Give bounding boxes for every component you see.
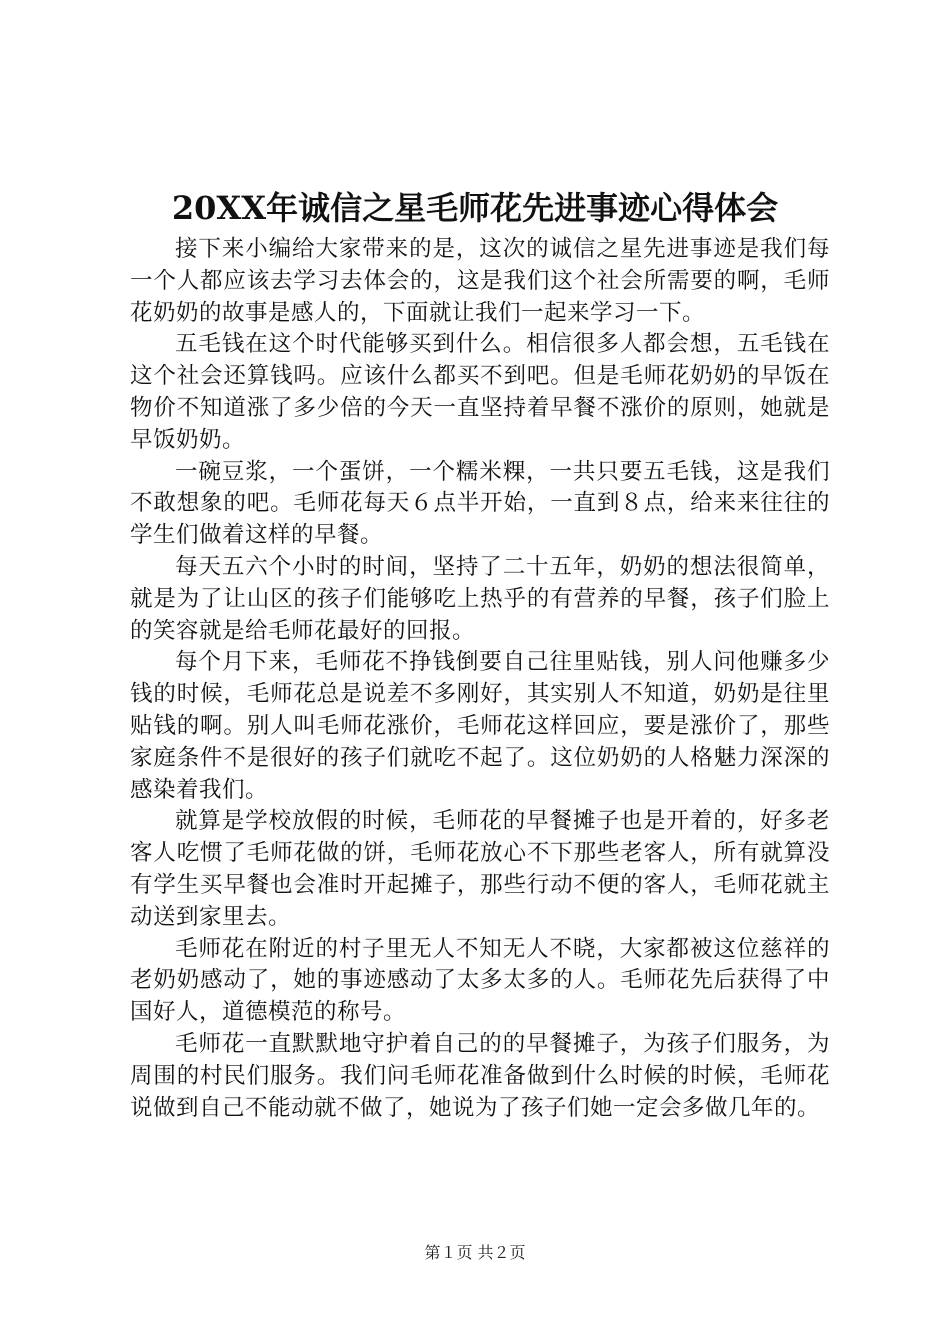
paragraph: 五毛钱在这个时代能够买到什么。相信很多人都会想，五毛钱在这个社会还算钱吗。应该什么都买不到吧。但是毛师花奶奶的早饭在物价不知道涨了多少倍的今天一直坚持着早餐不涨价的原则，她就是早饭奶奶。: [130, 331, 830, 453]
paragraph: 接下来小编给大家带来的是，这次的诚信之星先进事迹是我们每一个人都应该去学习去体会的，这是我们这个社会所需要的啊，毛师花奶奶的故事是感人的，下面就让我们一起来学习一下。: [130, 236, 830, 326]
page-footer: 第１页 共２页: [424, 1243, 526, 1262]
document-body: [130, 234, 830, 1124]
paragraph: 毛师花在附近的村子里无人不知无人不晓，大家都被这位慈祥的老奶奶感动了，她的事迹感动了太多太多的人。毛师花先后获得了中国好人，道德模范的称号。: [130, 935, 830, 1026]
document-title: 20XX年诚信之星毛师花先进事迹心得体会: [171, 189, 779, 227]
paragraph: 一碗豆浆，一个蛋饼，一个糯米粿，一共只要五毛钱，这是我们不敢想象的吧。毛师花每天６点半开始，一直到８点，给来来往往的学生们做着这样的早餐。: [130, 458, 830, 549]
paragraph: 每个月下来，毛师花不挣钱倒要自己往里贴钱，别人问他赚多少钱的时候，毛师花总是说差不多刚好，其实别人不知道，奶奶是往里贴钱的啊。别人叫毛师花涨价，毛师花这样回应，要是涨价了，那些家庭条件不是很好的孩子们就吃不起了。这位奶奶的人格魅力深深的感染着我们。: [130, 649, 830, 803]
paragraph: 就算是学校放假的时候，毛师花的早餐摊子也是开着的，好多老客人吃惯了毛师花做的饼，毛师花放心不下那些老客人，所有就算没有学生买早餐也会准时开起摊子，那些行动不便的客人，毛师花就主动送到家里去。: [130, 808, 830, 930]
paragraph: 毛师花一直默默地守护着自己的的早餐摊子，为孩子们服务，为周围的村民们服务。我们问毛师花准备做到什么时候的时候，毛师花说做到自己不能动就不做了，她说为了孩子们她一定会多做几年的。: [130, 1030, 830, 1121]
paragraph: 每天五六个小时的时间，坚持了二十五年，奶奶的想法很简单，就是为了让山区的孩子们能够吃上热乎的有营养的早餐，孩子们脸上的笑容就是给毛师花最好的回报。: [130, 553, 830, 644]
